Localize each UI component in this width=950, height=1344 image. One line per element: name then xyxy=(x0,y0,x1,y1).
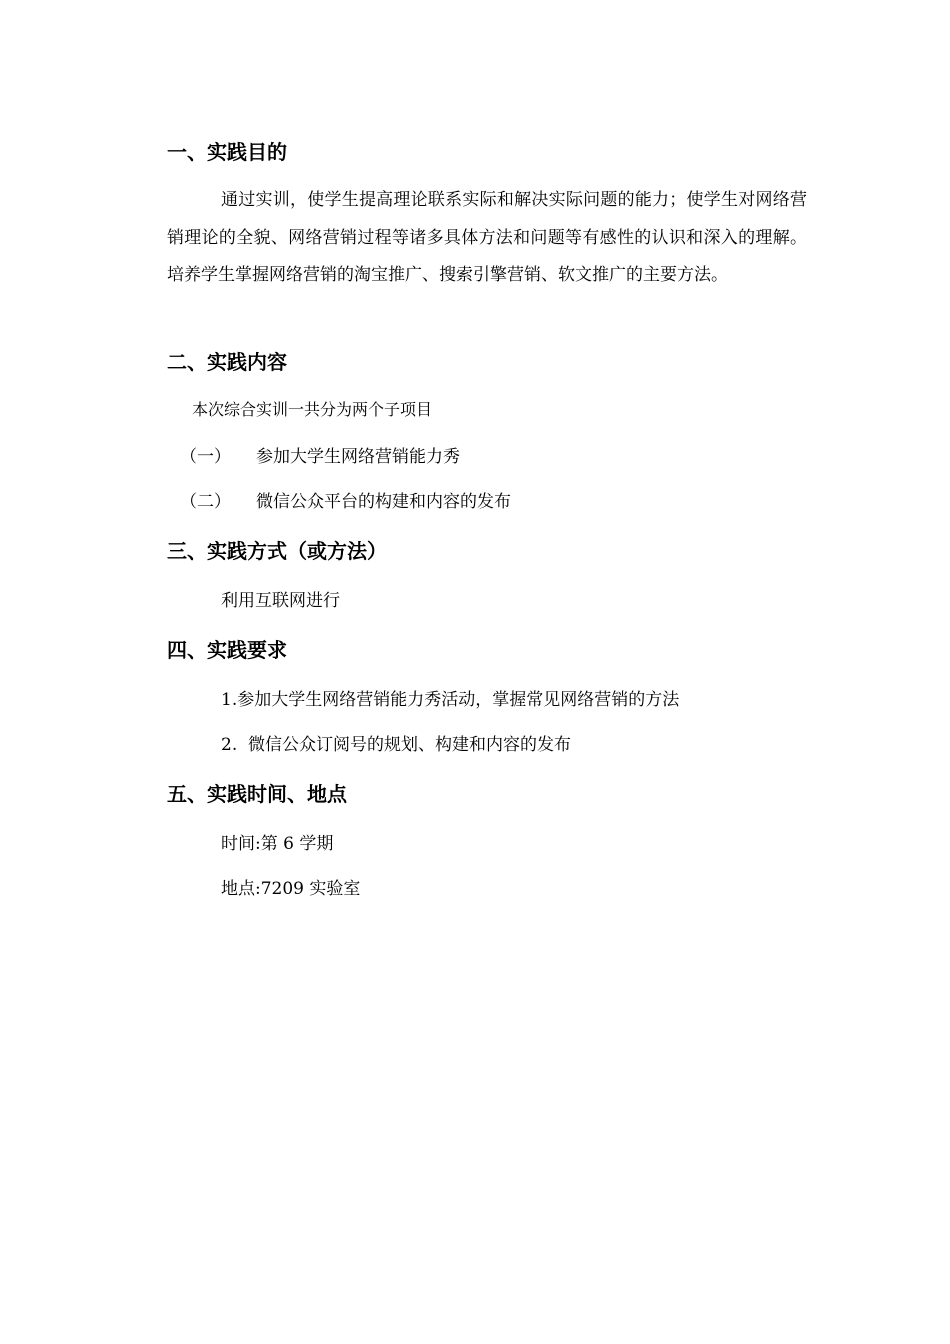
section-heading-content: 二、实践内容 xyxy=(167,350,287,374)
requirement-item: 1.参加大学生网络营销能力秀活动，掌握常见网络营销的方法 xyxy=(221,690,680,710)
section-heading-time-place: 五、实践时间、地点 xyxy=(167,782,347,806)
method-text: 利用互联网进行 xyxy=(221,591,340,611)
section-heading-method: 三、实践方式（或方法） xyxy=(167,539,387,563)
section-heading-purpose: 一、实践目的 xyxy=(167,140,287,164)
content-item-label: （二） xyxy=(180,492,231,512)
section-heading-requirements: 四、实践要求 xyxy=(167,638,287,662)
content-item-text: 微信公众平台的构建和内容的发布 xyxy=(256,492,511,512)
purpose-paragraph: 通过实训，使学生提高理论联系实际和解决实际问题的能力；使学生对网络营销理论的全貌、网络营销过程等诸多具体方法和问题等有感性的认识和深入的理解。培养学生掌握网络营销的淘宝推广、搜索引擎营销、软文推广的主要方法。 xyxy=(167,190,807,285)
content-item-label: （一） xyxy=(180,447,231,467)
content-intro: 本次综合实训一共分为两个子项目 xyxy=(192,400,433,419)
time-text: 时间:第 6 学期 xyxy=(221,834,334,854)
requirement-item: 2. 微信公众订阅号的规划、构建和内容的发布 xyxy=(221,735,572,755)
content-item-text: 参加大学生网络营销能力秀 xyxy=(256,447,460,467)
place-text: 地点:7209 实验室 xyxy=(221,879,361,899)
